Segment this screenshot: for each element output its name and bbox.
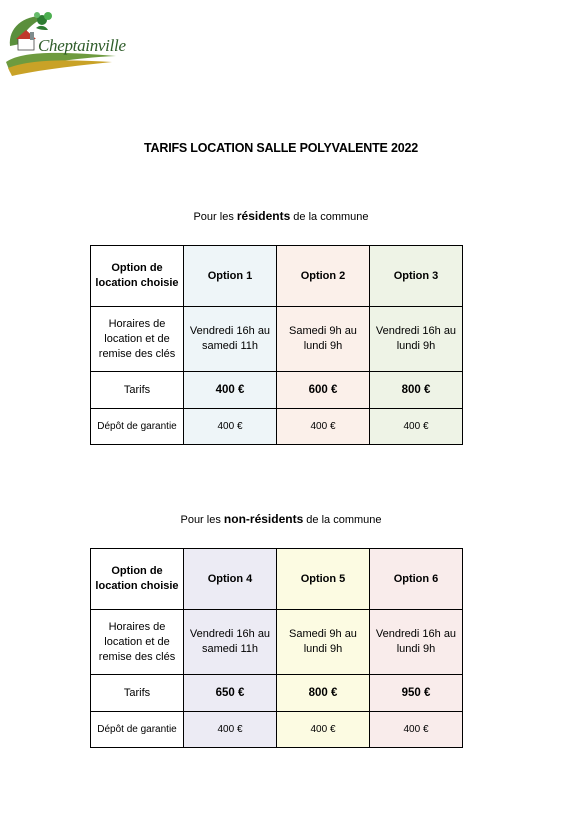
deposit-label: Dépôt de garantie — [91, 712, 184, 748]
option-2-hours: Samedi 9h au lundi 9h — [277, 307, 370, 372]
option-5-hours: Samedi 9h au lundi 9h — [277, 610, 370, 675]
page-title: TARIFS LOCATION SALLE POLYVALENTE 2022 — [144, 141, 418, 155]
option-5-header: Option 5 — [277, 549, 370, 610]
price-label: Tarifs — [91, 675, 184, 712]
option-3-header: Option 3 — [370, 246, 463, 307]
logo-text: Cheptainville — [38, 36, 126, 55]
hours-label: Horaires de location et de remise des clés — [91, 610, 184, 675]
option-3-price: 800 € — [370, 372, 463, 409]
table-row — [91, 549, 463, 610]
option-5-deposit: 400 € — [277, 712, 370, 748]
table-row — [91, 246, 463, 307]
table-row — [91, 372, 463, 409]
residents-tariff-table — [90, 245, 463, 445]
table-row — [91, 675, 463, 712]
residents-caption: Pour les résidents de la commune — [193, 209, 369, 223]
option-1-hours: Vendredi 16h au samedi 11h — [184, 307, 277, 372]
option-2-price: 600 € — [277, 372, 370, 409]
deposit-label: Dépôt de garantie — [91, 409, 184, 445]
non-residents-caption: Pour les non-résidents de la commune — [180, 512, 382, 526]
option-6-price: 950 € — [370, 675, 463, 712]
option-6-header: Option 6 — [370, 549, 463, 610]
option-4-header: Option 4 — [184, 549, 277, 610]
option-6-deposit: 400 € — [370, 712, 463, 748]
option-4-price: 650 € — [184, 675, 277, 712]
option-6-hours: Vendredi 16h au lundi 9h — [370, 610, 463, 675]
price-label: Tarifs — [91, 372, 184, 409]
hours-label: Horaires de location et de remise des clés — [91, 307, 184, 372]
option-3-deposit: 400 € — [370, 409, 463, 445]
non-residents-caption-bold: non-résidents — [223, 512, 304, 526]
cheptainville-logo — [4, 6, 124, 78]
table-row — [91, 307, 463, 372]
option-5-price: 800 € — [277, 675, 370, 712]
option-header-label: Option de location choisie — [91, 246, 184, 307]
option-4-deposit: 400 € — [184, 712, 277, 748]
option-2-deposit: 400 € — [277, 409, 370, 445]
option-3-hours: Vendredi 16h au lundi 9h — [370, 307, 463, 372]
residents-caption-bold: résidents — [236, 209, 291, 223]
non-residents-tariff-table — [90, 548, 463, 748]
option-2-header: Option 2 — [277, 246, 370, 307]
table-row — [91, 712, 463, 748]
option-header-label: Option de location choisie — [91, 549, 184, 610]
table-row — [91, 409, 463, 445]
option-1-header: Option 1 — [184, 246, 277, 307]
table-row — [91, 610, 463, 675]
option-4-hours: Vendredi 16h au samedi 11h — [184, 610, 277, 675]
option-1-price: 400 € — [184, 372, 277, 409]
option-1-deposit: 400 € — [184, 409, 277, 445]
